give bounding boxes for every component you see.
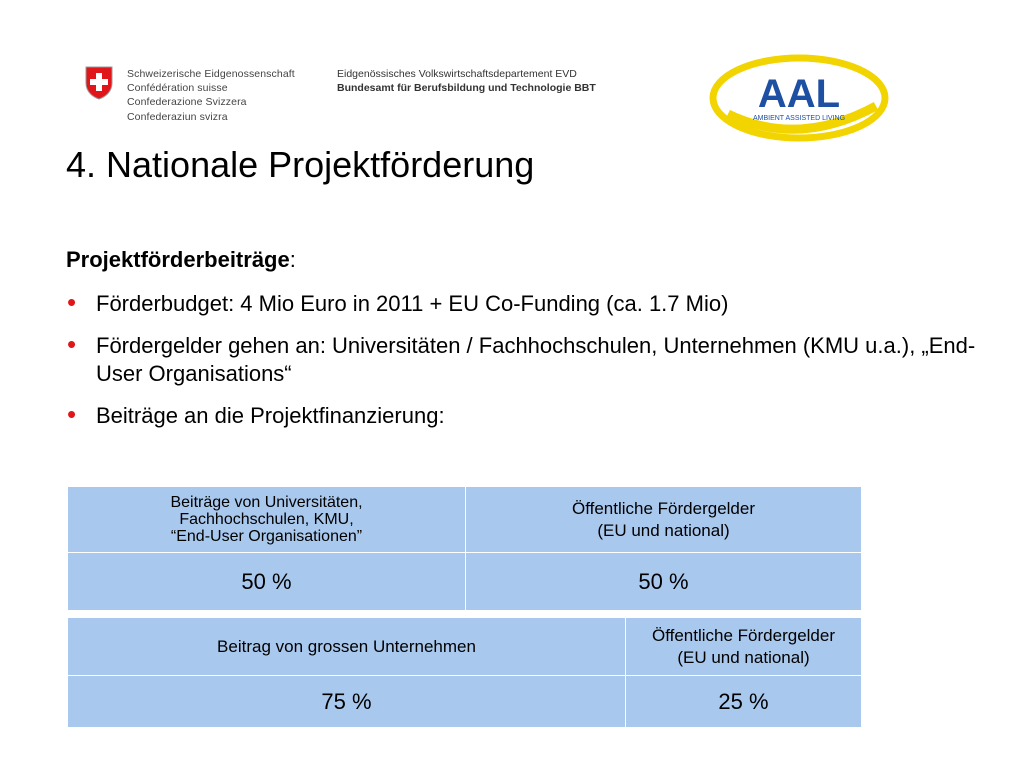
bullet-item (66, 399, 1016, 430)
table-separator (67, 610, 861, 617)
funding-table-large-companies (67, 617, 862, 728)
table-value-cell: 75 % (68, 676, 626, 728)
section-heading-colon: : (289, 247, 296, 272)
confederation-names (127, 67, 295, 124)
bullet-item (66, 329, 1016, 388)
section-heading (66, 246, 296, 274)
bullet-text: Beiträge an die Projektfinanzierung: (96, 403, 445, 428)
bullet-text: Fördergelder gehen an: Universitäten / Fachhochschulen, Unternehmen (KMU u.a.), „End-User Organisations“ (96, 333, 976, 386)
table-row (68, 676, 862, 728)
section-heading-text: Projektförderbeiträge (66, 247, 290, 272)
table-value-cell: 50 % (68, 553, 466, 611)
table-header-cell: Beiträge von Universitäten, Fachhochschulen, KMU, “End-User Organisationen” (68, 487, 466, 553)
bullet-list (66, 287, 1016, 444)
page-title: 4. Nationale Projektförderung (66, 144, 535, 185)
table-row (68, 553, 862, 611)
bullet-dot-icon: • (67, 287, 77, 317)
bullet-item (66, 287, 1016, 318)
bullet-text: Förderbudget: 4 Mio Euro in 2011 + EU Co-Funding (ca. 1.7 Mio) (96, 291, 729, 316)
aal-logo (708, 52, 890, 144)
table-header-row (68, 618, 862, 676)
funding-table-universities (67, 486, 862, 611)
department-name: Eidgenössisches Volkswirtschaftsdepartement EVD (337, 68, 577, 80)
table-header-row (68, 487, 862, 553)
table-header-cell: Öffentliche Fördergelder (EU und national) (466, 487, 862, 553)
department-names (337, 67, 596, 95)
confederation-name-de: Schweizerische Eidgenossenschaft (127, 68, 295, 80)
table-header-cell: Beitrag von grossen Unternehmen (68, 618, 626, 676)
aal-logo-name: AAL (757, 72, 841, 116)
table-value-cell: 25 % (626, 676, 862, 728)
confederation-name-fr: Confédération suisse (127, 82, 228, 95)
confederation-name-it: Confederazione Svizzera (127, 96, 247, 109)
office-name: Bundesamt für Berufsbildung und Technologie BBT (337, 82, 596, 95)
aal-logo-tagline: AMBIENT ASSISTED LIVING (752, 115, 846, 122)
swiss-coat-of-arms-icon (84, 66, 114, 100)
table-header-cell: Öffentliche Fördergelder (EU und national) (626, 618, 862, 676)
bullet-dot-icon: • (67, 329, 77, 359)
confederation-name-rm: Confederaziun svizra (127, 110, 228, 123)
bullet-dot-icon: • (67, 399, 77, 429)
federal-administration-header (84, 64, 644, 128)
table-value-cell: 50 % (466, 553, 862, 611)
